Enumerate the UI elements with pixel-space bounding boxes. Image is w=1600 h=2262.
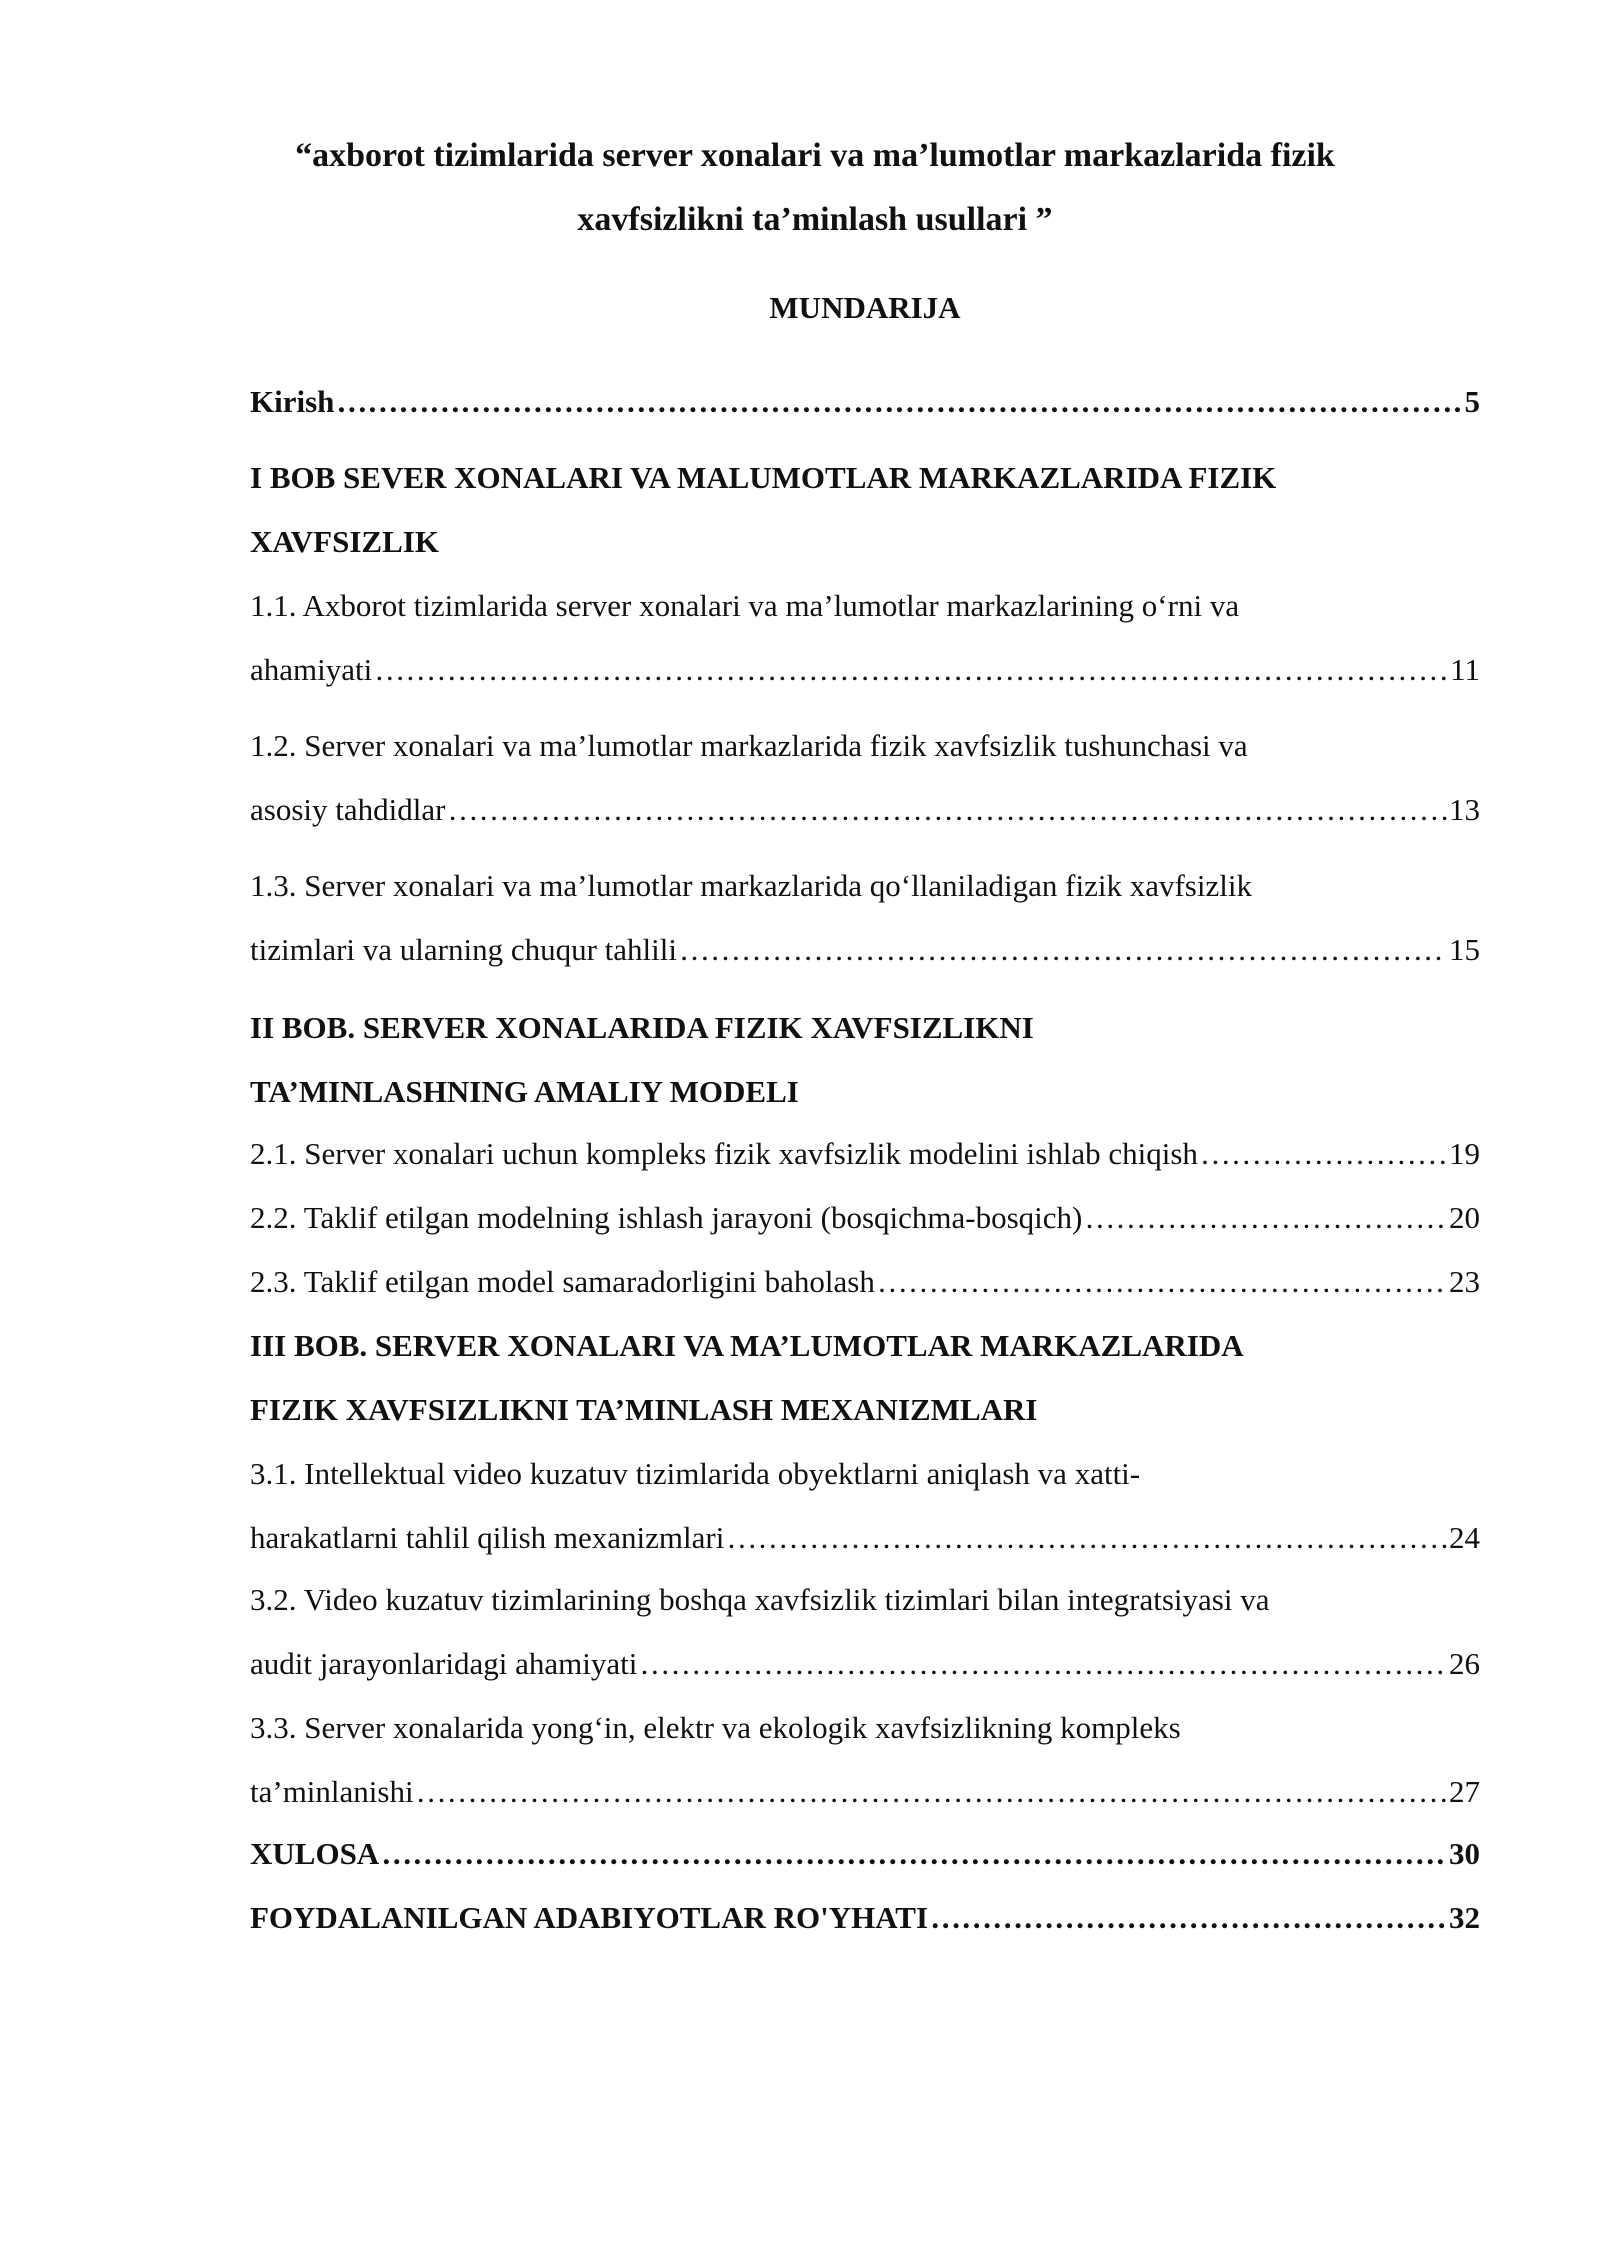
dot-leader	[1200, 1122, 1447, 1186]
toc-section-2-3[interactable]	[250, 1250, 1480, 1314]
toc-chapter-1[interactable]	[250, 446, 1480, 574]
document-title	[200, 124, 1430, 252]
toc-chapter-2[interactable]	[250, 996, 1480, 1124]
section-line-1: 3.3. Server xonalarida yong‘in, elektr va ekologik xavfsizlikning kompleks	[250, 1710, 1181, 1745]
toc-page-number: 15	[1449, 932, 1480, 967]
toc-entry-text: XULOSA	[250, 1836, 380, 1871]
toc-page-number: 24	[1449, 1520, 1480, 1555]
toc-entry-text: 2.3. Taklif etilgan model samaradorligini baholash	[250, 1264, 875, 1299]
toc-entry-text: Kirish	[250, 384, 335, 419]
toc-page-number: 13	[1449, 792, 1480, 827]
chapter-line-1: I BOB SEVER XONALARI VA MALUMOTLAR MARKAZLARIDA FIZIK	[250, 460, 1277, 495]
chapter-line-2: TA’MINLASHNING AMALIY MODELI	[250, 1074, 799, 1109]
toc-entry-text: 2.2. Taklif etilgan modelning ishlash jarayoni (bosqichma-bosqich)	[250, 1200, 1083, 1235]
section-line-1: 1.2. Server xonalari va ma’lumotlar markazlarida fizik xavfsizlik tushunchasi va	[250, 728, 1248, 763]
dot-leader	[679, 918, 1447, 982]
chapter-line-2: XAVFSIZLIK	[250, 524, 439, 559]
toc-heading: MUNDARIJA	[769, 290, 961, 325]
dot-leader	[726, 1506, 1447, 1570]
title-line-2: xavfsizlikni ta’minlash usullari ”	[577, 201, 1053, 238]
toc-page-number: 20	[1449, 1200, 1480, 1235]
toc-section-1-1[interactable]	[250, 574, 1480, 702]
section-line-2: harakatlarni tahlil qilish mexanizmlari	[250, 1520, 725, 1555]
toc-section-1-2[interactable]	[250, 714, 1480, 842]
dot-leader	[381, 1822, 1447, 1886]
dot-leader	[930, 1886, 1447, 1950]
toc-chapter-3[interactable]	[250, 1314, 1480, 1442]
section-line-1: 1.3. Server xonalari va ma’lumotlar markazlarida qo‘llaniladigan fizik xavfsizlik	[250, 868, 1252, 903]
toc-entry-kirish[interactable]	[250, 370, 1480, 434]
dot-leader	[336, 370, 1462, 434]
toc-entry-text: 2.1. Server xonalari uchun kompleks fizik xavfsizlik modelini ishlab chiqish	[250, 1136, 1198, 1171]
dot-leader	[416, 1760, 1447, 1824]
title-line-1: “axborot tizimlarida server xonalari va ma’lumotlar markazlarida fizik	[295, 137, 1335, 174]
toc-page-number: 11	[1450, 652, 1480, 687]
toc-section-1-3[interactable]	[250, 854, 1480, 982]
toc-page-number: 27	[1449, 1774, 1480, 1809]
toc-page-number: 5	[1464, 384, 1480, 419]
toc-entry-xulosa[interactable]	[250, 1822, 1480, 1886]
toc-page-number: 19	[1449, 1136, 1480, 1171]
chapter-line-1: III BOB. SERVER XONALARI VA MA’LUMOTLAR MARKAZLARIDA	[250, 1328, 1244, 1363]
toc-section-2-1[interactable]	[250, 1122, 1480, 1186]
dot-leader	[639, 1632, 1447, 1696]
section-line-2: audit jarayonlaridagi ahamiyati	[250, 1646, 638, 1681]
toc-page-number: 26	[1449, 1646, 1480, 1681]
toc-entry-text: FOYDALANILGAN ADABIYOTLAR RO'YHATI	[250, 1900, 929, 1935]
toc-page-number: 30	[1449, 1836, 1480, 1871]
dot-leader	[1084, 1186, 1447, 1250]
toc-section-3-2[interactable]	[250, 1568, 1480, 1696]
section-line-2: ta’minlanishi	[250, 1774, 414, 1809]
section-line-2: tizimlari va ularning chuqur tahlili	[250, 932, 677, 967]
toc-section-3-3[interactable]	[250, 1696, 1480, 1824]
toc-section-2-2[interactable]	[250, 1186, 1480, 1250]
dot-leader	[447, 778, 1447, 842]
toc-page-number: 32	[1449, 1900, 1480, 1935]
section-line-1: 1.1. Axborot tizimlarida server xonalari va ma’lumotlar markazlarining o‘rni va	[250, 588, 1240, 623]
section-line-2: ahamiyati	[250, 652, 373, 687]
dot-leader	[877, 1250, 1447, 1314]
toc-entry-references[interactable]	[250, 1886, 1480, 1950]
section-line-2: asosiy tahdidlar	[250, 792, 446, 827]
toc-page-number: 23	[1449, 1264, 1480, 1299]
section-line-1: 3.2. Video kuzatuv tizimlarining boshqa xavfsizlik tizimlari bilan integratsiyasi va	[250, 1582, 1270, 1617]
chapter-line-2: FIZIK XAVFSIZLIKNI TA’MINLASH MEXANIZMLARI	[250, 1392, 1038, 1427]
chapter-line-1: II BOB. SERVER XONALARIDA FIZIK XAVFSIZLIKNI	[250, 1010, 1034, 1045]
toc-section-3-1[interactable]	[250, 1442, 1480, 1570]
section-line-1: 3.1. Intellektual video kuzatuv tizimlarida obyektlarni aniqlash va xatti-	[250, 1456, 1141, 1491]
dot-leader	[374, 638, 1448, 702]
